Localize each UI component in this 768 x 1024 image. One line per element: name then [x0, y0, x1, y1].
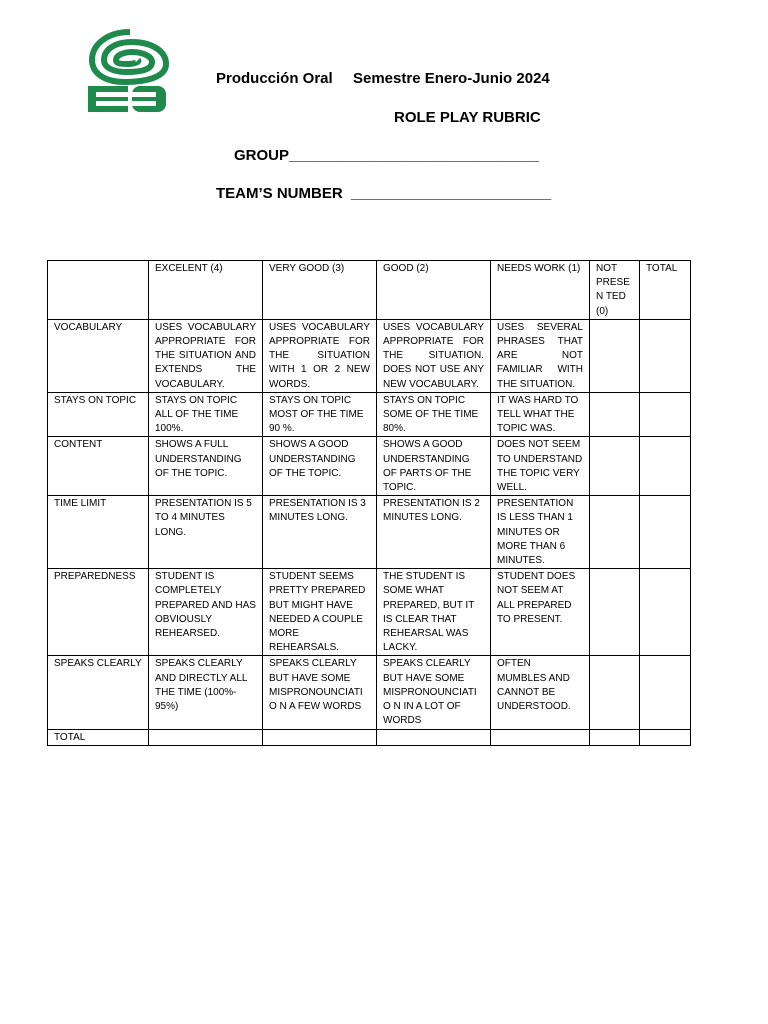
rubric-cell: USES VOCABULARY APPROPRIATE FOR THE SITUATION AND EXTENDS THE VOCABULARY.: [149, 319, 263, 392]
spiral-cb-logo-icon: [84, 24, 176, 116]
criterion-label: STAYS ON TOPIC: [48, 392, 149, 437]
header-very-good: VERY GOOD (3): [263, 261, 377, 320]
rubric-cell: STAYS ON TOPIC SOME OF THE TIME 80%.: [377, 392, 491, 437]
score-cell[interactable]: [590, 437, 640, 496]
rubric-cell: PRESENTATION IS LESS THAN 1 MINUTES OR MORE THAN 6 MINUTES.: [491, 496, 590, 569]
rubric-table: [47, 260, 691, 746]
rubric-title: ROLE PLAY RUBRIC: [394, 109, 541, 126]
rubric-cell: STAYS ON TOPIC MOST OF THE TIME 90 %.: [263, 392, 377, 437]
course-title: Producción Oral: [216, 70, 333, 87]
total-cell[interactable]: [640, 569, 691, 656]
rubric-cell: SHOWS A GOOD UNDERSTANDING OF THE TOPIC.: [263, 437, 377, 496]
total-cell[interactable]: [640, 319, 691, 392]
rubric-cell: PRESENTATION IS 3 MINUTES LONG.: [263, 496, 377, 569]
criterion-label: CONTENT: [48, 437, 149, 496]
total-cell[interactable]: [491, 729, 590, 745]
header-total: TOTAL: [640, 261, 691, 320]
rubric-cell: USES SEVERAL PHRASES THAT ARE NOT FAMILIAR WITH THE SITUATION.: [491, 319, 590, 392]
table-row: [48, 496, 691, 569]
table-row: [48, 392, 691, 437]
header-needs-work: NEEDS WORK (1): [491, 261, 590, 320]
rubric-cell: PRESENTATION IS 2 MINUTES LONG.: [377, 496, 491, 569]
team-number-field: TEAM’S NUMBER ________________________: [216, 185, 552, 202]
rubric-cell: IT WAS HARD TO TELL WHAT THE TOPIC WAS.: [491, 392, 590, 437]
rubric-cell: SPEAKS CLEARLY AND DIRECTLY ALL THE TIME (100%- 95%): [149, 656, 263, 729]
header-corner-cell: [48, 261, 149, 320]
rubric-cell: THE STUDENT IS SOME WHAT PREPARED, BUT IT IS CLEAR THAT REHEARSAL WAS LACKY.: [377, 569, 491, 656]
header-good: GOOD (2): [377, 261, 491, 320]
total-cell[interactable]: [377, 729, 491, 745]
group-field: GROUP______________________________: [234, 147, 540, 164]
table-row: [48, 437, 691, 496]
rubric-cell: PRESENTATION IS 5 TO 4 MINUTES LONG.: [149, 496, 263, 569]
criterion-label: VOCABULARY: [48, 319, 149, 392]
table-row: [48, 319, 691, 392]
header-excelent: EXCELENT (4): [149, 261, 263, 320]
score-cell[interactable]: [590, 569, 640, 656]
rubric-cell: USES VOCABULARY APPROPRIATE FOR THE SITUATION. DOES NOT USE ANY NEW VOCABULARY.: [377, 319, 491, 392]
criterion-label: TIME LIMIT: [48, 496, 149, 569]
criterion-label: PREPAREDNESS: [48, 569, 149, 656]
total-cell[interactable]: [640, 496, 691, 569]
total-cell[interactable]: [640, 437, 691, 496]
rubric-cell: STUDENT IS COMPLETELY PREPARED AND HAS OBVIOUSLY REHEARSED.: [149, 569, 263, 656]
total-cell[interactable]: [149, 729, 263, 745]
total-row: [48, 729, 691, 745]
score-cell[interactable]: [590, 656, 640, 729]
rubric-cell: DOES NOT SEEM TO UNDERSTAND THE TOPIC VERY WELL.: [491, 437, 590, 496]
rubric-cell: SHOWS A FULL UNDERSTANDING OF THE TOPIC.: [149, 437, 263, 496]
rubric-cell: OFTEN MUMBLES AND CANNOT BE UNDERSTOOD.: [491, 656, 590, 729]
total-cell[interactable]: [590, 729, 640, 745]
rubric-cell: USES VOCABULARY APPROPRIATE FOR THE SITUATION WITH 1 OR 2 NEW WORDS.: [263, 319, 377, 392]
total-cell[interactable]: [640, 729, 691, 745]
table-row: [48, 569, 691, 656]
rubric-cell: SPEAKS CLEARLY BUT HAVE SOME MISPRONOUNCIATIO N A FEW WORDS: [263, 656, 377, 729]
header-row: [48, 261, 691, 320]
rubric-cell: SPEAKS CLEARLY BUT HAVE SOME MISPRONOUNCIATIO N IN A LOT OF WORDS: [377, 656, 491, 729]
table-row: [48, 656, 691, 729]
score-cell[interactable]: [590, 496, 640, 569]
total-cell[interactable]: [640, 392, 691, 437]
criterion-label: SPEAKS CLEARLY: [48, 656, 149, 729]
rubric-cell: STUDENT DOES NOT SEEM AT ALL PREPARED TO PRESENT.: [491, 569, 590, 656]
header-not-presented: NOT PRESEN TED (0): [590, 261, 640, 320]
semester-title: Semestre Enero-Junio 2024: [353, 70, 550, 87]
criterion-label: TOTAL: [48, 729, 149, 745]
total-cell[interactable]: [263, 729, 377, 745]
rubric-cell: STAYS ON TOPIC ALL OF THE TIME 100%.: [149, 392, 263, 437]
rubric-cell: STUDENT SEEMS PRETTY PREPARED BUT MIGHT HAVE NEEDED A COUPLE MORE REHEARSALS.: [263, 569, 377, 656]
score-cell[interactable]: [590, 319, 640, 392]
rubric-cell: SHOWS A GOOD UNDERSTANDING OF PARTS OF THE TOPIC.: [377, 437, 491, 496]
score-cell[interactable]: [590, 392, 640, 437]
total-cell[interactable]: [640, 656, 691, 729]
